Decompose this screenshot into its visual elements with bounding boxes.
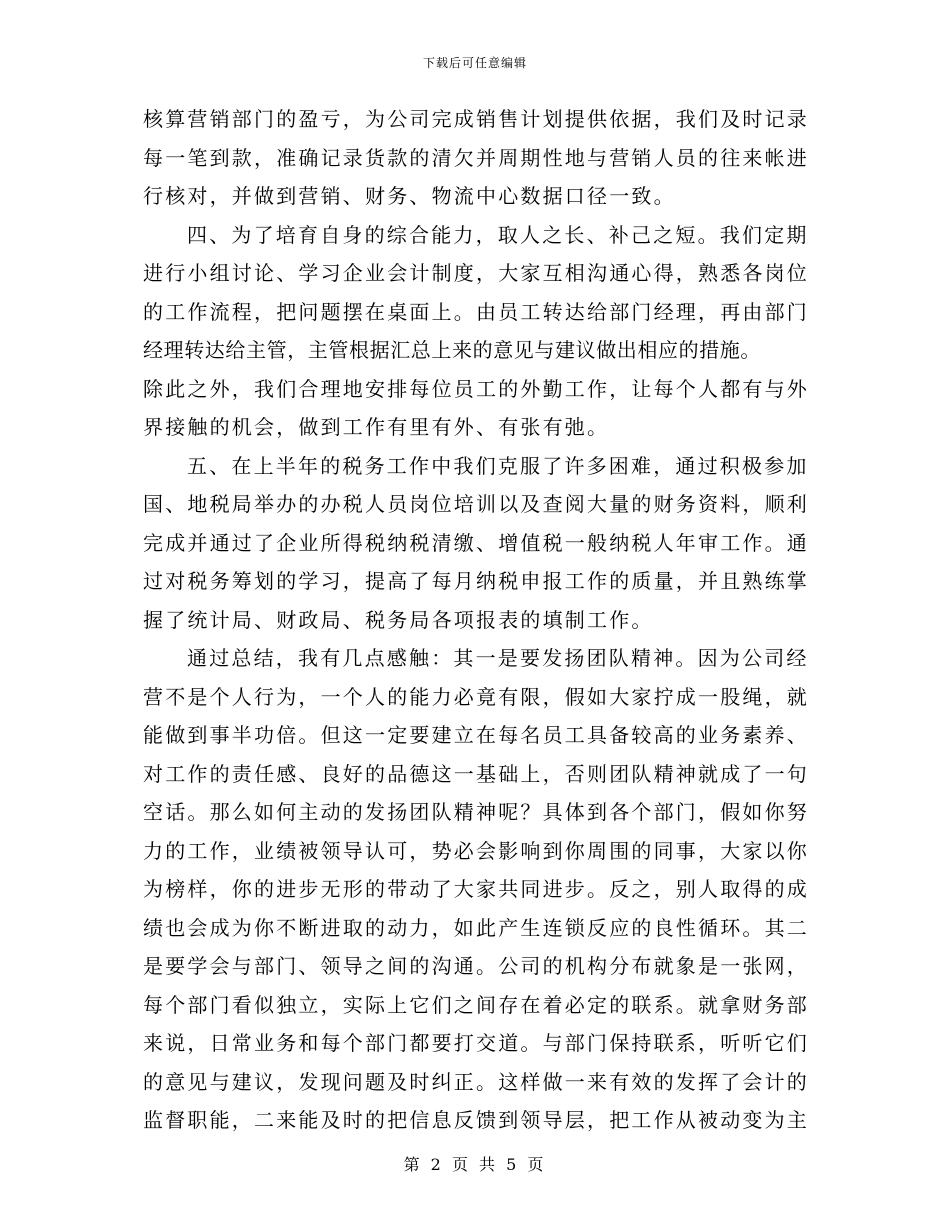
- body-line: 为榜样，你的进步无形的带动了大家共同进步。反之，别人取得的成: [143, 877, 809, 901]
- document-body: [143, 100, 807, 1140]
- body-line: 五、在上半年的税务工作中我们克服了许多困难，通过积极参加: [187, 453, 809, 478]
- body-line: 进行小组讨论、学习企业会计制度，大家互相沟通心得，熟悉各岗位: [143, 261, 809, 285]
- body-line: 监督职能，二来能及时的把信息反馈到领导层，把工作从被动变为主: [143, 1108, 809, 1132]
- body-line: 是要学会与部门、领导之间的沟通。公司的机构分布就象是一张网，: [143, 954, 809, 978]
- body-line: 力的工作，业绩被领导认可，势必会影响到你周围的同事，大家以你: [143, 838, 809, 863]
- body-line: 经理转达给主管，主管根据汇总上来的意见与建议做出相应的措施。: [143, 338, 761, 362]
- body-line: 过对税务筹划的学习，提高了每月纳税申报工作的质量，并且熟练掌: [143, 569, 809, 593]
- body-line: 的意见与建议，发现问题及时纠正。这样做一来有效的发挥了会计的: [143, 1069, 809, 1094]
- body-line: 营不是个人行为，一个人的能力必竟有限，假如大家拧成一股绳，就: [143, 684, 809, 709]
- body-line: 通过总结，我有几点感触：其一是要发扬团队精神。因为公司经: [187, 646, 809, 670]
- body-line: 行核对，并做到营销、财务、物流中心数据口径一致。: [143, 184, 676, 208]
- body-line: 国、地税局举办的办税人员岗位培训以及查阅大量的财务资料，顺利: [143, 492, 809, 516]
- body-line: 四、为了培育自身的综合能力，取人之长、补己之短。我们定期: [187, 222, 809, 247]
- body-line: 能做到事半功倍。但这一定要建立在每名员工具备较高的业务素养、: [143, 723, 809, 747]
- body-line: 每个部门看似独立，实际上它们之间存在着必定的联系。就拿财务部: [143, 992, 809, 1017]
- body-line: 的工作流程，把问题摆在桌面上。由员工转达给部门经理，再由部门: [143, 299, 809, 324]
- body-line: 对工作的责任感、良好的品德这一基础上，否则团队精神就成了一句: [143, 761, 809, 786]
- body-line: 核算营销部门的盈亏，为公司完成销售计划提供依据，我们及时记录: [143, 107, 809, 131]
- page-header: 下载后可任意编辑: [422, 56, 527, 70]
- body-line: 界接触的机会，做到工作有里有外、有张有弛。: [143, 415, 610, 439]
- body-line: 除此之外，我们合理地安排每位员工的外勤工作，让每个人都有与外: [143, 376, 809, 401]
- body-line: 每一笔到款，准确记录货款的清欠并周期性地与营销人员的往来帐进: [143, 145, 809, 170]
- body-line: 空话。那么如何主动的发扬团队精神呢？具体到各个部门，假如你努: [143, 800, 809, 824]
- page-footer: 第 2 页 共 5 页: [403, 1155, 547, 1174]
- body-line: 绩也会成为你不断进取的动力，如此产生连锁反应的良性循环。其二: [143, 915, 809, 940]
- body-line: 完成并通过了企业所得税纳税清缴、增值税一般纳税人年审工作。通: [143, 530, 809, 555]
- body-line: 握了统计局、财政局、税务局各项报表的填制工作。: [143, 607, 654, 632]
- body-line: 来说，日常业务和每个部门都要打交道。与部门保持联系，听听它们: [143, 1031, 809, 1055]
